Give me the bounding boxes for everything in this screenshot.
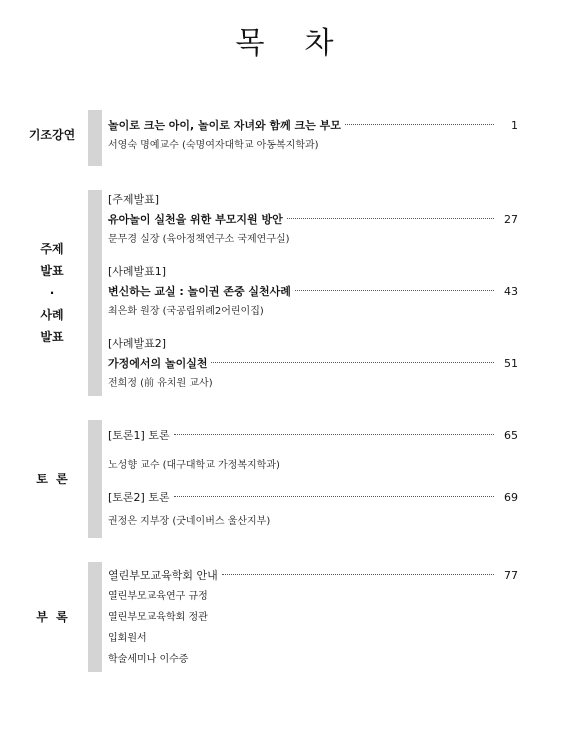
page-number: 51 (504, 357, 518, 370)
entry-title: [토론1] 토론 (108, 429, 170, 442)
toc-entry[interactable] (108, 334, 518, 394)
entry-title: 변신하는 교실 : 놀이권 존중 실천사례 (108, 285, 291, 298)
section-appendix (0, 562, 571, 672)
page-number: 27 (504, 213, 518, 226)
section-bar (88, 420, 102, 538)
entry-tag: [사례발표2] (108, 337, 167, 350)
entry-speaker: 권정은 지부장 (굿네이버스 울산지부) (108, 516, 271, 527)
page-number: 77 (504, 569, 518, 582)
entry-speaker: 노성향 교수 (대구대학교 가정복지학과) (108, 460, 280, 471)
toc-entry[interactable] (108, 262, 518, 322)
leader-dots (174, 496, 494, 497)
toc-entry[interactable] (108, 488, 518, 532)
leader-dots (174, 434, 494, 435)
section-label-presentations: 주제 발표 · 사례 발표 (40, 242, 64, 344)
page-number: 1 (511, 119, 518, 132)
entry-speaker: 전희정 (前 유치원 교사) (108, 378, 213, 389)
page-number: 43 (504, 285, 518, 298)
leader-dots (222, 574, 494, 575)
section-presentations (0, 190, 571, 396)
appendix-item: 학술세미나 이수증 (108, 654, 189, 665)
entry-speaker: 서영숙 명예교수 (숙명여자대학교 아동복지학과) (108, 140, 319, 151)
entry-title: 놀이로 크는 아이, 놀이로 자녀와 함께 크는 부모 (108, 119, 341, 132)
section-label-keynote: 기조강연 (28, 128, 76, 142)
leader-dots (295, 290, 494, 291)
entry-title: 유아놀이 실천을 위한 부모지원 방안 (108, 213, 283, 226)
page-number: 65 (504, 429, 518, 442)
entry-title: 가정에서의 놀이실천 (108, 357, 208, 370)
entry-tag: [사례발표1] (108, 265, 167, 278)
page-title: 목 차 (235, 26, 336, 61)
section-bar (88, 110, 102, 166)
leader-dots (345, 124, 494, 125)
appendix-item: 열린부모교육연구 규정 (108, 591, 208, 602)
leader-dots (287, 218, 494, 219)
section-label-appendix: 부 록 (36, 610, 68, 624)
entry-speaker: 문무경 실장 (육아정책연구소 국제연구실) (108, 234, 290, 245)
section-keynote (0, 110, 571, 166)
toc-entry[interactable] (108, 190, 518, 250)
toc-entry[interactable] (108, 566, 518, 670)
entry-tag: [주제발표] (108, 193, 160, 206)
appendix-item: 입회원서 (108, 633, 147, 644)
entry-title: 열린부모교육학회 안내 (108, 569, 218, 582)
section-discussion (0, 420, 571, 538)
entry-title: [토론2] 토론 (108, 491, 170, 504)
section-label-discussion: 토 론 (36, 472, 68, 486)
appendix-item: 열린부모교육학회 정관 (108, 612, 208, 623)
toc-entry[interactable] (108, 426, 518, 476)
entry-speaker: 최은화 원장 (국공립위례2어린이집) (108, 306, 264, 317)
leader-dots (211, 362, 494, 363)
toc-entry[interactable] (108, 116, 518, 156)
page-number: 69 (504, 491, 518, 504)
section-bar (88, 562, 102, 672)
section-bar (88, 190, 102, 396)
